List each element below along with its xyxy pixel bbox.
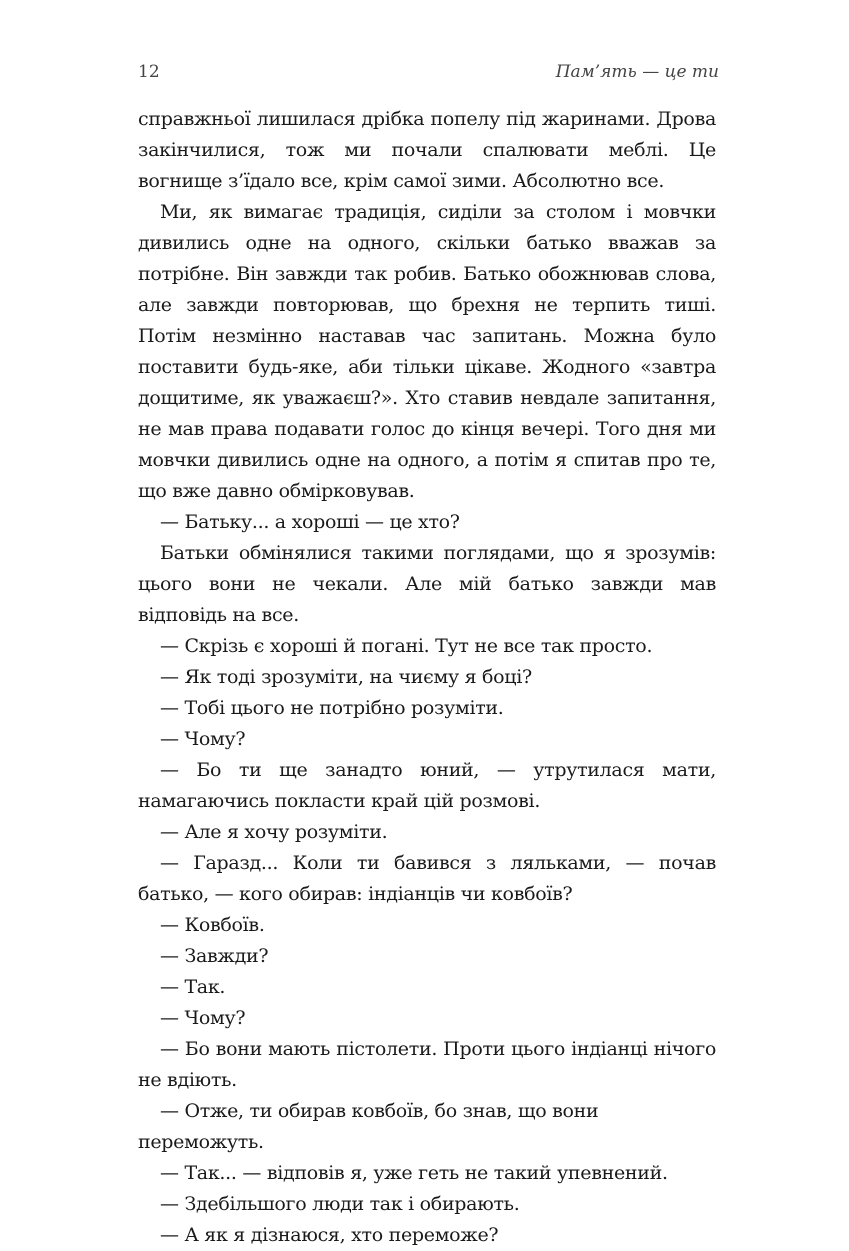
dialogue-line: — Бо ти ще занадто юний, — утрутилася мати, намагаючись покласти край цій розмові. — [138, 759, 716, 812]
dialogue-line: — Батьку... а хороші — це хто? — [160, 511, 460, 533]
dialogue-line: — Ковбоїв. — [160, 914, 265, 936]
paragraph: Батьки обмінялися такими поглядами, що я зрозумів: цього вони не чекали. Але мій батько завжди мав відповідь на все. — [138, 542, 716, 626]
dialogue-line: — Гаразд... Коли ти бавився з ляльками, — почав батько, — кого обирав: індіанців чи ковбоїв? — [138, 852, 716, 905]
dialogue-line: — Як тоді зрозуміти, на чиєму я боці? — [160, 666, 532, 688]
dialogue-line: — Але я хочу розуміти. — [160, 821, 388, 843]
dialogue-line: — Отже, ти обирав ковбоїв, бо знав, що вони переможуть. — [138, 1100, 599, 1153]
paragraph: Ми, як вимагає традиція, сиділи за столом і мовчки дивились одне на одного, скільки батько вважав за потрібне. Він завжди так робив. Батько обожнював слова, але завжди повторював, що брехня не терпить тиші. Потім незмінно наставав час запитань. Можна було поставити будь-яке, аби тільки цікаве. Жодного «завтра дощитиме, як уважаєш?». Хто ставив невдале запитання, не мав права подавати голос до кінця вечері. Того дня ми мовчки дивились одне на одного, а потім я спитав про те, що вже давно обмірковував. — [138, 201, 716, 502]
dialogue-line: — Чому? — [160, 1007, 246, 1029]
body-text — [138, 104, 716, 1251]
dialogue-line: — Так. — [160, 976, 226, 998]
page-header — [138, 62, 719, 86]
paragraph: справжньої лишилася дрібка попелу під жаринами. Дрова закінчилися, тож ми почали спалювати меблі. Це вогнище з’їдало все, крім самої зими. Абсолютно все. — [138, 108, 716, 192]
running-title: Пам’ять — це ти — [555, 62, 719, 82]
dialogue-line: — Так... — відповів я, уже геть не такий упевнений. — [160, 1162, 668, 1184]
dialogue-line: — Тобі цього не потрібно розуміти. — [160, 697, 504, 719]
dialogue-line: — Чому? — [160, 728, 246, 750]
dialogue-line: — Скрізь є хороші й погані. Тут не все так просто. — [160, 635, 653, 657]
dialogue-line: — Здебільшого люди так і обирають. — [160, 1193, 520, 1215]
page-number: 12 — [138, 62, 160, 82]
dialogue-line: — Бо вони мають пістолети. Проти цього індіанці нічого не вдіють. — [138, 1038, 716, 1091]
dialogue-line: — Завжди? — [160, 945, 269, 967]
dialogue-line: — А як я дізнаюся, хто переможе? — [160, 1224, 499, 1246]
